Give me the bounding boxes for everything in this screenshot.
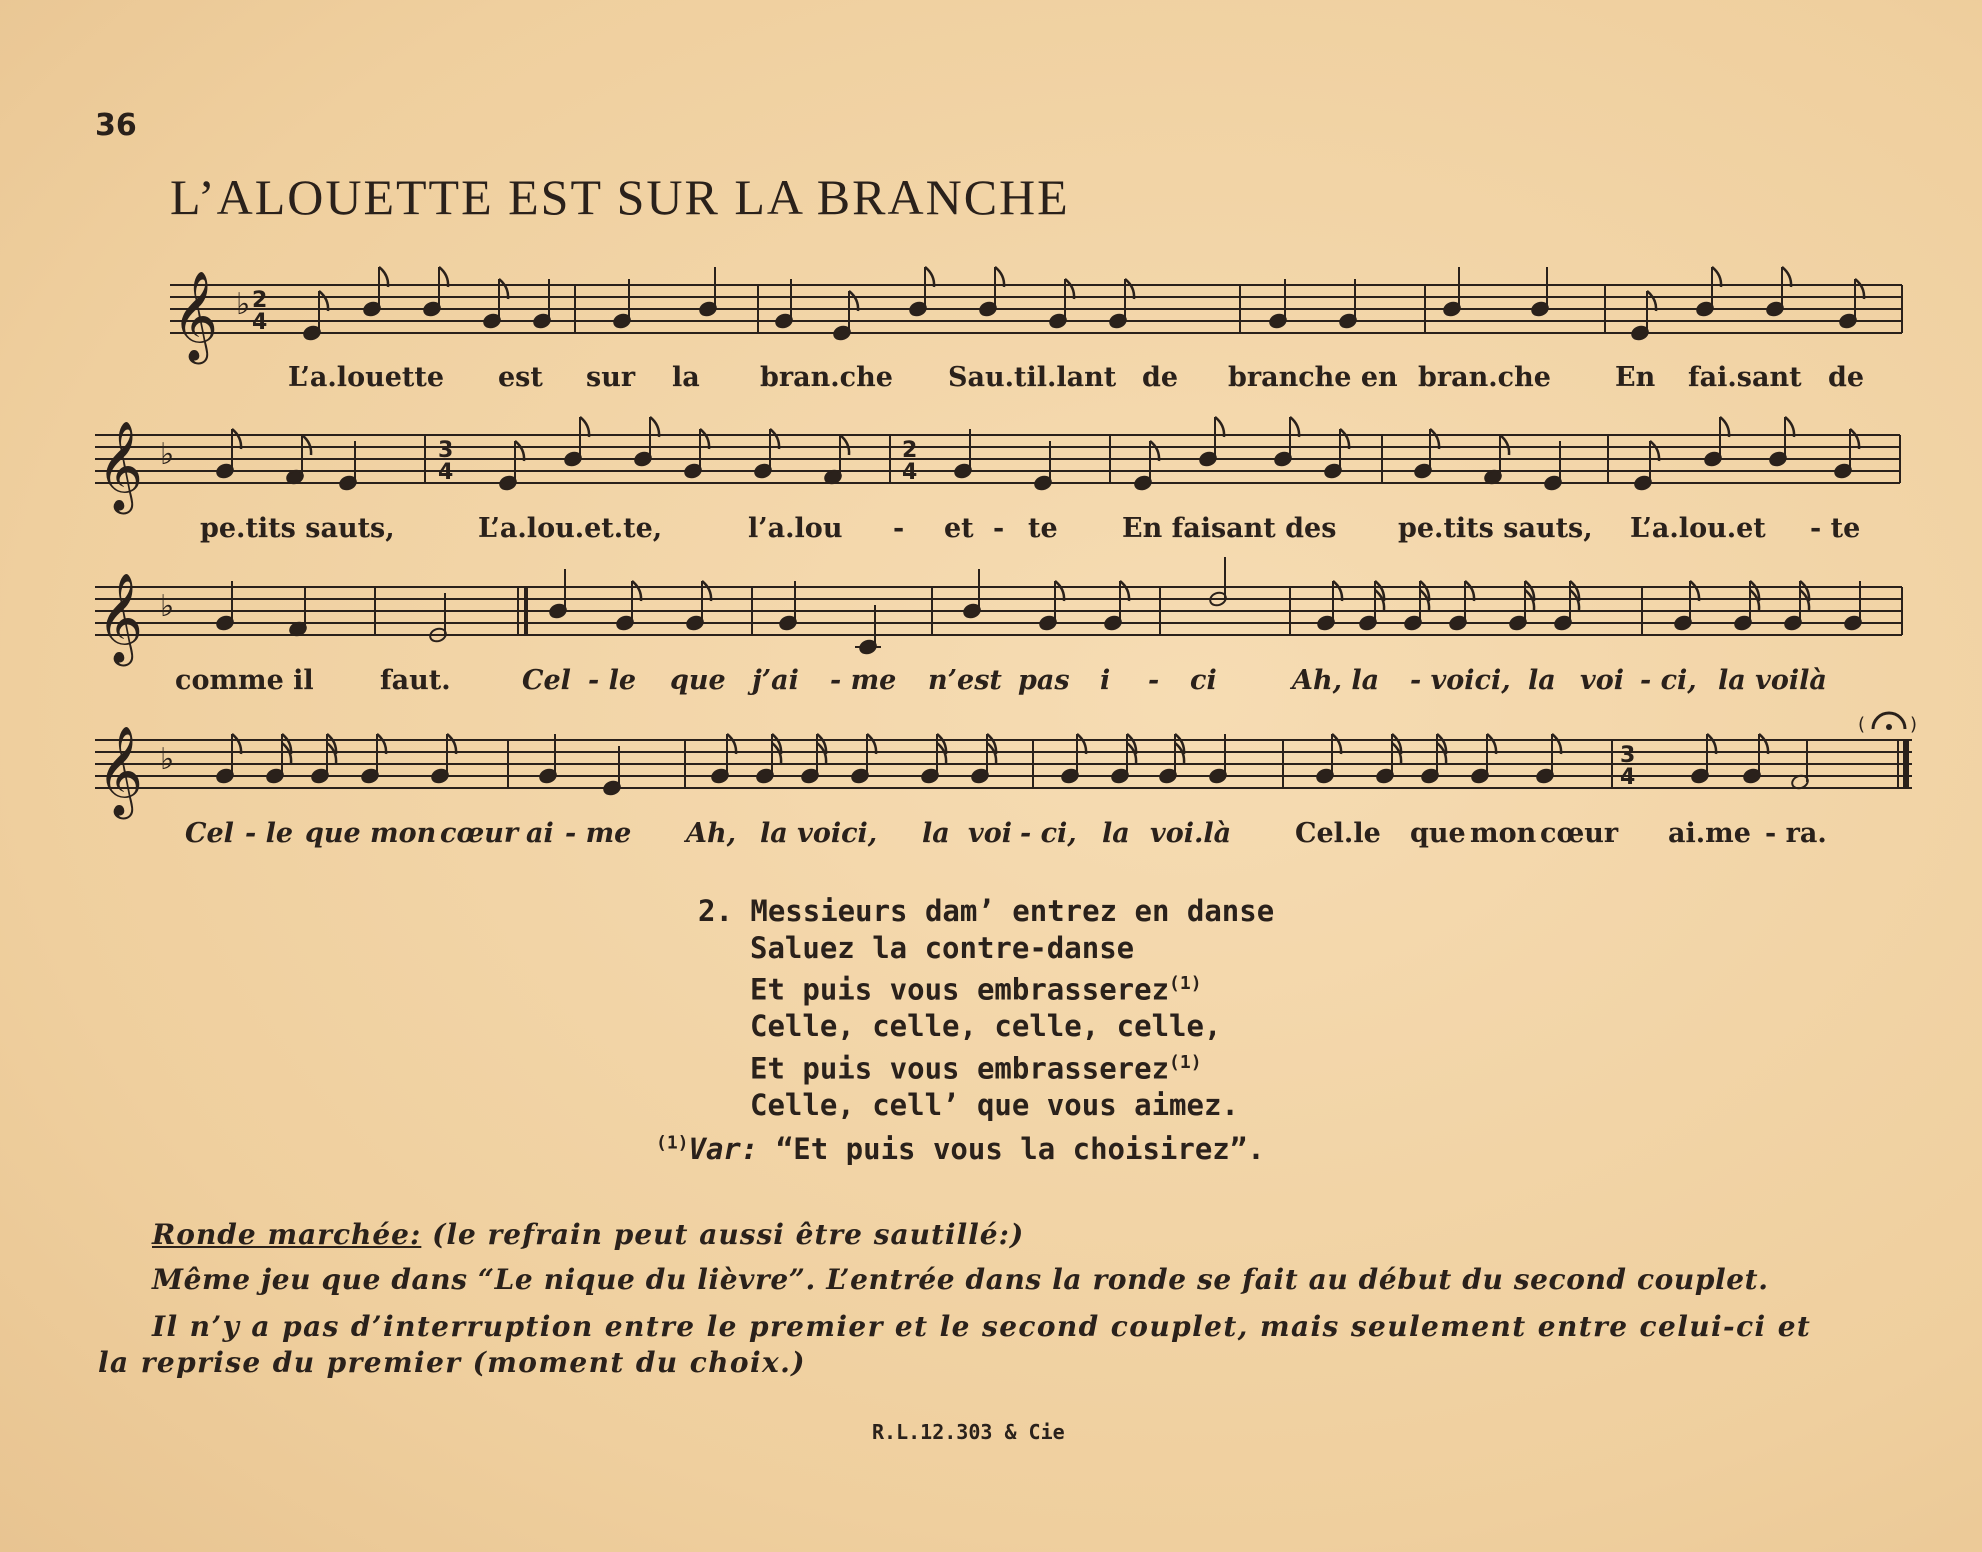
lyric-syllable: n’est bbox=[928, 665, 1002, 696]
verse-line: 2. Messieurs dam’ entrez en danse bbox=[698, 894, 1275, 928]
note bbox=[1790, 740, 1809, 790]
lyric-syllable: l’a.lou bbox=[748, 513, 843, 544]
note bbox=[1442, 267, 1461, 317]
svg-text:2: 2 bbox=[252, 288, 268, 313]
lyric-syllable: que bbox=[670, 665, 726, 696]
note bbox=[538, 734, 557, 784]
svg-text:♭: ♭ bbox=[160, 742, 175, 777]
lyric-syllable: Sau.til.lant bbox=[948, 362, 1117, 393]
lyric-syllable: L’a.lou.et bbox=[1630, 513, 1766, 544]
svg-text:3: 3 bbox=[1620, 743, 1636, 768]
lyric-syllable: pe.tits sauts, bbox=[1398, 513, 1593, 544]
verse-line: Celle, cell’ que vous aimez. bbox=[750, 1087, 1239, 1122]
lyric-syllable: et bbox=[944, 513, 974, 544]
lyric-syllable: - bbox=[893, 513, 905, 544]
lyric-syllable: - ci, bbox=[1020, 818, 1077, 849]
lyric-syllable: Ah, bbox=[686, 818, 736, 849]
svg-text:4: 4 bbox=[1620, 765, 1636, 790]
footnote-marker: (1) bbox=[656, 1132, 689, 1154]
music-staff-3 bbox=[0, 552, 1982, 672]
lyric-syllable: de bbox=[1142, 362, 1179, 393]
svg-text:4: 4 bbox=[438, 460, 454, 485]
lyric-syllable: - voici, bbox=[1410, 665, 1511, 696]
lyric-syllable: - le bbox=[245, 818, 294, 849]
lyric-syllable: cœur bbox=[1540, 818, 1619, 849]
page-number: 36 bbox=[95, 108, 137, 143]
lyric-syllable: la bbox=[922, 818, 950, 849]
svg-text:4: 4 bbox=[902, 460, 918, 485]
lyric-syllable: de bbox=[1828, 362, 1865, 393]
lyric-syllable: - me bbox=[830, 665, 897, 696]
lyric-syllable: pas bbox=[1018, 665, 1070, 696]
note bbox=[612, 279, 631, 329]
lyric-syllable: mon bbox=[370, 818, 437, 849]
lyric-syllable: branche en bbox=[1228, 362, 1398, 393]
verse-line-text: Et puis vous embrasserez bbox=[750, 972, 1170, 1007]
lyric-syllable: voi.là bbox=[1150, 818, 1232, 849]
lyric-syllable: - bbox=[1148, 665, 1160, 696]
note bbox=[855, 605, 881, 655]
song-title: L’ALOUETTE EST SUR LA BRANCHE bbox=[170, 169, 1070, 225]
footnote-marker: (1) bbox=[1169, 973, 1202, 994]
note bbox=[1543, 441, 1562, 491]
lyric-syllable: Cel.le bbox=[1295, 818, 1381, 849]
lyric-syllable: la bbox=[672, 362, 700, 393]
variant-label: Var: bbox=[688, 1132, 759, 1166]
note bbox=[1843, 581, 1862, 631]
music-staff-1 bbox=[0, 250, 1982, 370]
lyric-syllable: la voilà bbox=[1718, 665, 1827, 696]
lyric-syllable: ci bbox=[1190, 665, 1217, 696]
verse-line bbox=[698, 1045, 1274, 1087]
variant-footnote bbox=[656, 1132, 1265, 1166]
footnote-marker: (1) bbox=[1169, 1051, 1202, 1073]
svg-text:♭: ♭ bbox=[160, 437, 175, 472]
note bbox=[778, 581, 797, 631]
note bbox=[962, 569, 981, 619]
lyric-syllable: ai.me bbox=[1668, 818, 1751, 849]
note bbox=[602, 746, 621, 796]
lyric-syllable: i bbox=[1100, 665, 1111, 696]
lyric-syllable: est bbox=[498, 362, 543, 393]
lyric-syllable: ai bbox=[526, 818, 554, 849]
note bbox=[548, 569, 567, 619]
note bbox=[1208, 734, 1227, 784]
svg-text:𝄞: 𝄞 bbox=[97, 726, 144, 816]
lyric-syllable: comme il bbox=[175, 665, 314, 696]
music-staff-2 bbox=[0, 400, 1982, 520]
lyric-syllable: En faisant des bbox=[1122, 513, 1337, 544]
lyric-syllable: - le bbox=[588, 665, 637, 696]
note bbox=[1338, 279, 1357, 329]
lyric-syllable: - ci, bbox=[1640, 665, 1697, 696]
note bbox=[953, 429, 972, 479]
dance-instruction: Il n’y a pas d’interruption entre le premier et le second couplet, mais seulement entre celui-ci et bbox=[152, 1310, 1812, 1343]
svg-text:𝄞: 𝄞 bbox=[97, 573, 144, 663]
lyric-syllable: Ah, la bbox=[1292, 665, 1380, 696]
lyric-syllable: Cel bbox=[522, 665, 571, 696]
lyric-syllable: - te bbox=[1810, 513, 1861, 544]
svg-text:(: ( bbox=[1858, 714, 1866, 735]
lyric-syllable: mon bbox=[1470, 818, 1537, 849]
lyric-syllable: la voici, bbox=[760, 818, 878, 849]
dance-instruction: la reprise du premier (moment du choix.) bbox=[98, 1346, 806, 1379]
lyrics-line-4 bbox=[0, 818, 1982, 862]
lyric-syllable: bran.che bbox=[760, 362, 893, 393]
lyric-syllable: - ra. bbox=[1765, 818, 1827, 849]
note bbox=[215, 581, 234, 631]
verse-2 bbox=[698, 893, 1274, 1123]
dance-heading bbox=[152, 1218, 1024, 1251]
svg-text:3: 3 bbox=[438, 438, 454, 463]
lyric-syllable: L’a.louette bbox=[288, 362, 445, 393]
lyric-syllable: En bbox=[1615, 362, 1656, 393]
lyric-syllable: que bbox=[1410, 818, 1466, 849]
lyric-syllable: j’ai bbox=[752, 665, 799, 696]
lyric-syllable: pe.tits sauts, bbox=[200, 513, 395, 544]
note bbox=[1033, 441, 1052, 491]
lyrics-line-2 bbox=[0, 513, 1982, 557]
svg-text:𝄞: 𝄞 bbox=[97, 421, 144, 511]
lyric-syllable: que bbox=[305, 818, 361, 849]
lyric-syllable: la bbox=[1528, 665, 1556, 696]
lyric-syllable: cœur bbox=[440, 818, 519, 849]
verse-line bbox=[698, 966, 1274, 1008]
svg-text:2: 2 bbox=[902, 438, 918, 463]
svg-text:♭: ♭ bbox=[236, 287, 251, 322]
note bbox=[532, 279, 551, 329]
dance-heading-label: Ronde marchée: bbox=[152, 1218, 422, 1251]
verse-line-text: Et puis vous embrasserez bbox=[750, 1051, 1170, 1086]
lyric-syllable: faut. bbox=[380, 665, 451, 696]
note bbox=[288, 587, 307, 637]
lyric-syllable: - bbox=[993, 513, 1005, 544]
note bbox=[774, 279, 793, 329]
lyrics-line-3 bbox=[0, 665, 1982, 709]
publisher-reference: R.L.12.303 & Cie bbox=[872, 1420, 1065, 1444]
variant-text: “Et puis vous la choisirez”. bbox=[758, 1132, 1265, 1166]
note bbox=[338, 441, 357, 491]
dance-instruction: Même jeu que dans “Le nique du lièvre”. L’entrée dans la ronde se fait au début du second couplet. bbox=[152, 1263, 1769, 1296]
lyric-syllable: bran.che bbox=[1418, 362, 1551, 393]
note bbox=[823, 435, 849, 485]
lyric-syllable: L’a.lou.et.te, bbox=[478, 513, 663, 544]
note bbox=[1530, 267, 1549, 317]
music-staff-4 bbox=[0, 705, 1982, 825]
lyric-syllable: la bbox=[1102, 818, 1130, 849]
note bbox=[1268, 279, 1287, 329]
lyric-syllable: - me bbox=[565, 818, 632, 849]
lyric-syllable: voi bbox=[968, 818, 1012, 849]
lyric-syllable: Cel bbox=[185, 818, 234, 849]
svg-text:): ) bbox=[1910, 714, 1918, 735]
lyric-syllable: fai.sant bbox=[1688, 362, 1802, 393]
lyric-syllable: sur bbox=[586, 362, 636, 393]
note bbox=[698, 267, 717, 317]
verse-line: Celle, celle, celle, celle, bbox=[750, 1009, 1222, 1044]
note bbox=[1483, 435, 1509, 485]
lyric-syllable: voi bbox=[1580, 665, 1624, 696]
note bbox=[285, 435, 311, 485]
svg-text:4: 4 bbox=[252, 310, 268, 335]
svg-text:𝄞: 𝄞 bbox=[172, 271, 219, 361]
svg-text:♭: ♭ bbox=[160, 589, 175, 624]
verse-line: Saluez la contre-danse bbox=[750, 930, 1135, 965]
dance-heading-note: (le refrain peut aussi être sautillé:) bbox=[421, 1218, 1025, 1251]
lyric-syllable: te bbox=[1028, 513, 1058, 544]
